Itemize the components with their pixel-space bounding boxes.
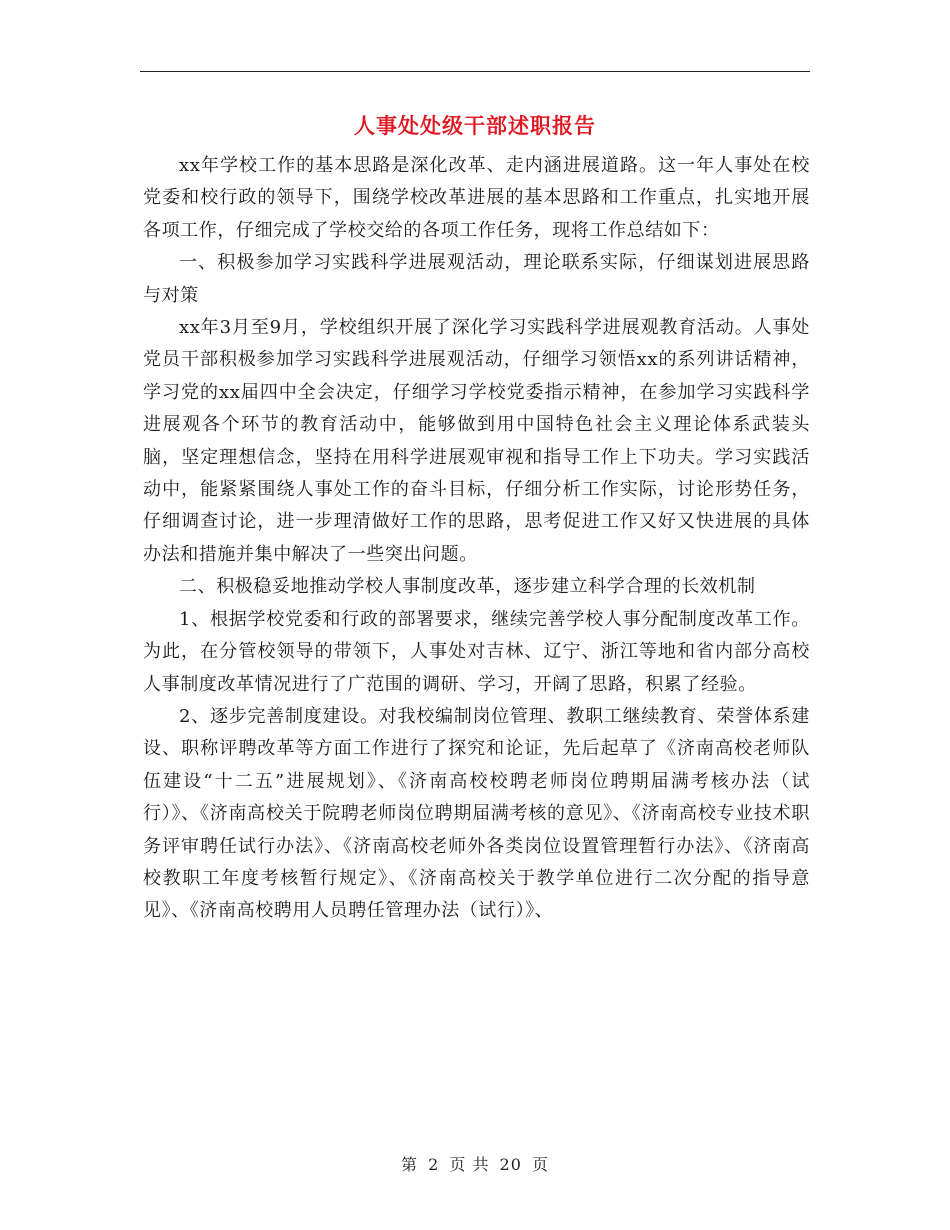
footer-suffix: 页 xyxy=(532,1155,550,1174)
footer-middle: 页 共 xyxy=(449,1155,490,1174)
paragraph-section-1: xx年3月至9月，学校组织开展了深化学习实践科学进展观教育活动。人事处党员干部积极参加学习实践科学进展观活动，仔细学习领悟xx的系列讲话精神，学习党的xx届四中全会决定，仔细学习学校党委指示精神，在参加学习实践科学进展观各个环节的教育活动中，能够做到用中国特色社会主义理论体系武装头脑，坚定理想信念，坚持在用科学进展观审视和指导工作上下功夫。学习实践活动中，能紧紧围绕人事处工作的奋斗目标，仔细分析工作实际，讨论形势任务，仔细调查讨论，进一步理清做好工作的思路，思考促进工作又好又快进展的具体办法和措施并集中解决了一些突出问题。 xyxy=(143,317,810,565)
footer-total-pages: 20 xyxy=(499,1155,522,1174)
paragraph-intro: xx年学校工作的基本思路是深化改革、走内涵进展道路。这一年人事处在校党委和校行政的领导下，围绕学校改革进展的基本思路和工作重点，扎实地开展各项工作，仔细完成了学校交给的各项工作任务，现将工作总结如下： xyxy=(143,155,810,241)
footer-prefix: 第 xyxy=(400,1155,418,1174)
page-footer xyxy=(0,1152,950,1175)
document-body xyxy=(143,150,810,928)
document-title: 人事处处级干部述职报告 xyxy=(354,113,596,138)
heading-section-1: 一、积极参加学习实践科学进展观活动，理论联系实际，仔细谋划进展思路与对策 xyxy=(143,252,810,306)
heading-section-2: 二、积极稳妥地推动学校人事制度改革，逐步建立科学合理的长效机制 xyxy=(179,576,756,598)
paragraph-item-2: 2、逐步完善制度建设。对我校编制岗位管理、教职工继续教育、荣誉体系建设、职称评聘改革等方面工作进行了探究和论证，先后起草了《济南高校老师队伍建设“十二五”进展规划》、《济南高校校聘老师岗位聘期届满考核办法（试行）》、《济南高校关于院聘老师岗位聘期届满考核的意见》、《济南高校专业技术职务评审聘任试行办法》、《济南高校老师外各类岗位设置管理暂行办法》、《济南高校教职工年度考核暂行规定》、《济南高校关于教学单位进行二次分配的指导意见》、《济南高校聘用人员聘任管理办法（试行）》、 xyxy=(143,705,810,922)
footer-page-number: 2 xyxy=(428,1155,440,1174)
paragraph-item-1: 1、根据学校党委和行政的部署要求，继续完善学校人事分配制度改革工作。为此，在分管校领导的带领下，人事处对吉林、辽宁、浙江等地和省内部分高校人事制度改革情况进行了广范围的调研、学习，开阔了思路，积累了经验。 xyxy=(143,608,810,695)
header-rule xyxy=(140,71,810,72)
